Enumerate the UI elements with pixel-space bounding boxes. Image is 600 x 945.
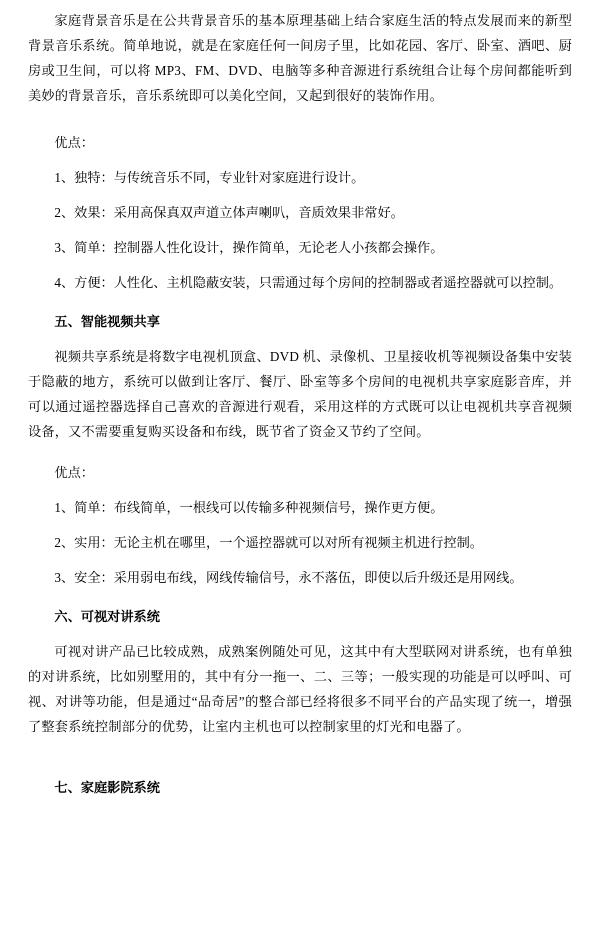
section-heading: 五、智能视频共享 <box>54 314 160 329</box>
advantages-label: 优点： <box>54 465 94 480</box>
advantages-label: 优点： <box>54 135 94 150</box>
list-item: 2、实用：无论主机在哪里，一个遥控器就可以对所有视频主机进行控制。 <box>54 535 483 550</box>
section-home-theater <box>28 749 572 800</box>
section-video-share <box>28 309 572 590</box>
section-heading: 六、可视对讲系统 <box>54 609 160 624</box>
paragraph: 可视对讲产品已比较成熟，成熟案例随处可见，这其中有大型联网对讲系统，也有单独的对讲系统，比如别墅用的，其中有分一拖一、二、三等；一般实现的功能是可以呼叫、可视、对讲等功能，但是通过“品奇居”的整合部已经将很多不同平台的产品实现了统一，增强了整套系统控制部分的优势，让室内主机也可以控制家里的灯光和电器了。 <box>28 644 572 734</box>
list-item: 1、简单：布线简单，一根线可以传输多种视频信号，操作更方便。 <box>54 500 444 515</box>
paragraph: 家庭背景音乐是在公共背景音乐的基本原理基础上结合家庭生活的特点发展而来的新型背景音乐系统。简单地说，就是在家庭任何一间房子里，比如花园、客厅、卧室、酒吧、厨房或卫生间，可以将 MP3、FM、DVD、电脑等多种音源进行系统组合让每个房间都能听到美妙的背景音乐，音乐系统即可以美化空间，又起到很好的装饰作用。 <box>28 13 572 103</box>
section-heading: 七、家庭影院系统 <box>54 780 160 795</box>
paragraph: 视频共享系统是将数字电视机顶盒、DVD 机、录像机、卫星接收机等视频设备集中安装于隐蔽的地方，系统可以做到让客厅、餐厅、卧室等多个房间的电视机共享家庭影音库，并可以通过遥控器选择自己喜欢的音源进行观看，采用这样的方式既可以让电视机共享音视频设备，又不需要重复购买设备和布线，既节省了资金又节约了空间。 <box>28 349 572 439</box>
section-video-intercom <box>28 604 572 739</box>
section-intro <box>28 8 572 295</box>
spacer <box>28 749 572 761</box>
list-item: 2、效果：采用高保真双声道立体声喇叭，音质效果非常好。 <box>54 205 404 220</box>
list-item: 4、方便：人性化、主机隐蔽安装，只需通过每个房间的控制器或者遥控器就可以控制。 <box>54 275 563 290</box>
list-item: 3、安全：采用弱电布线，网线传输信号，永不落伍，即使以后升级还是用网线。 <box>54 570 523 585</box>
list-item: 3、简单：控制器人性化设计，操作简单，无论老人小孩都会操作。 <box>54 240 444 255</box>
list-item: 1、独特：与传统音乐不同，专业针对家庭进行设计。 <box>54 170 365 185</box>
